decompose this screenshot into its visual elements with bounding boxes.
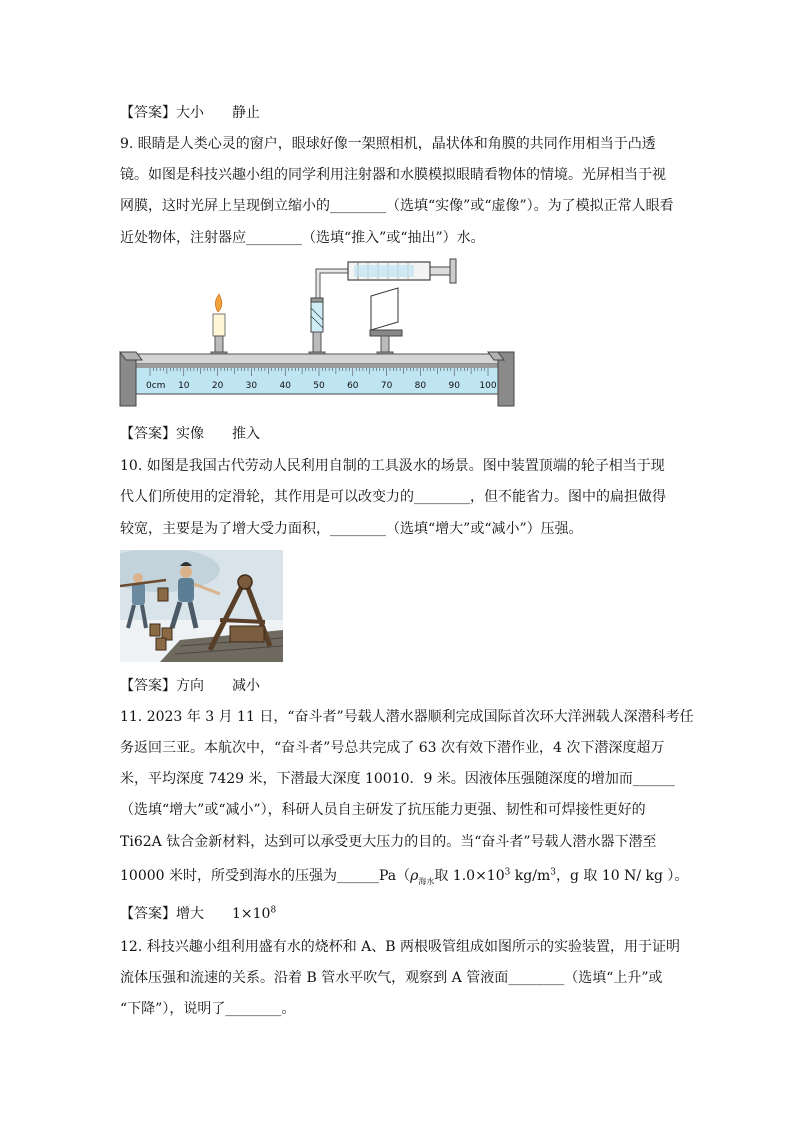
exponent: 8 — [270, 905, 277, 916]
candle — [211, 294, 227, 358]
ruler-tick-label: 80 — [414, 381, 427, 391]
answer-value: 减小 — [232, 678, 260, 694]
water-lens — [309, 298, 325, 358]
answer-label: 【答案】 — [120, 906, 176, 922]
answer-11 — [120, 904, 276, 924]
q12-line-2: 流体压强和流速的关系。沿着 B 管水平吹气，观察到 A 管液面________（选填“上升”或 — [120, 970, 663, 986]
q11-line-5: Ti62A 钛合金新材料，达到可以承受更大压力的目的。当“奋斗者”号载人潜水器下潜至 — [120, 834, 657, 850]
answer-value: 大小 — [176, 105, 204, 121]
rho-subscript: 海水 — [418, 876, 435, 886]
q11-line-4: （选填“增大”或“减小”），科研人员自主研发了抗压能力更强、韧性和可焊接性更好的 — [120, 802, 646, 818]
q9-line-4: 近处物体，注射器应________（选填“推入”或“抽出”）水。 — [120, 230, 485, 246]
ruler-tick-label: 20 — [211, 381, 224, 391]
q10-line-3: 较宽，主要是为了增大受力面积，________（选填“增大”或“减小”）压强。 — [120, 521, 583, 537]
q11-line-6-text: ，g 取 10 N/ kg ）。 — [555, 868, 689, 884]
exponent: 3 — [504, 867, 511, 878]
optical-bench-figure — [118, 256, 518, 412]
q12-line-1: 12. 科技兴趣小组利用盛有水的烧杯和 A、B 两根吸管组成如图所示的实验装置，用于证明 — [120, 939, 681, 955]
q11-line-3: 米，平均深度 7429 米，下潜最大深度 10010．9 米。因液体压强随深度的增加而______ — [120, 771, 675, 787]
q9-line-1: 9. 眼睛是人类心灵的窗户，眼球好像一架照相机，晶状体和角膜的共同作用相当于凸透 — [120, 136, 656, 152]
q11-line-6-text: 取 1.0×10 — [434, 868, 505, 884]
answer-value: 1×10 — [232, 906, 271, 922]
answer-value: 实像 — [176, 426, 204, 442]
answer-8 — [120, 103, 260, 123]
ruler-tick-label: 30 — [245, 381, 258, 391]
answer-label: 【答案】 — [120, 678, 176, 694]
ruler-tick-label: 90 — [448, 381, 460, 391]
ruler-tick-label: 10 — [178, 381, 190, 391]
ruler-tick-label: 100 — [479, 381, 497, 391]
answer-10 — [120, 676, 260, 696]
exponent: 3 — [550, 867, 556, 878]
q10-line-1: 10. 如图是我国古代劳动人民利用自制的工具汲水的场景。图中装置顶端的轮子相当于现 — [120, 458, 665, 474]
light-screen — [370, 288, 402, 358]
q11-line-1: 11. 2023 年 3 月 11 日，“奋斗者”号载人潜水器顺利完成国际首次环大洋洲载人深潜科考任 — [120, 709, 694, 725]
q12-line-3: “下降”），说明了________。 — [120, 1001, 296, 1017]
well-illustration — [120, 550, 283, 662]
answer-9 — [120, 424, 260, 444]
unit: kg/m — [510, 868, 551, 884]
q11-line-2: 务返回三亚。本航次中，“奋斗者”号总共完成了 63 次有效下潜作业，4 次下潜深度超万 — [120, 740, 665, 756]
answer-value: 静止 — [232, 105, 260, 121]
answer-value: 增大 — [176, 906, 204, 922]
q9-line-2: 镜。如图是科技兴趣小组的同学利用注射器和水膜模拟眼睛看物体的情境。光屏相当于视 — [120, 167, 666, 183]
answer-label: 【答案】 — [120, 105, 176, 121]
ruler-tick-label: 70 — [380, 381, 393, 391]
answer-value: 方向 — [176, 678, 204, 694]
answer-value: 推入 — [232, 426, 260, 442]
ruler-tick-label: 40 — [279, 381, 291, 391]
answer-label: 【答案】 — [120, 426, 176, 442]
q11-line-6-text: 10000 米时，所受到海水的压强为______Pa（ — [120, 868, 411, 884]
optical-bench-rail — [120, 352, 514, 406]
ruler-tick-label: 60 — [347, 381, 359, 391]
q11-line-6 — [120, 866, 688, 892]
ruler-unit-label: 0cm — [146, 381, 166, 391]
q10-line-2: 代人们所使用的定滑轮，其作用是可以改变力的________，但不能省力。图中的扁担做得 — [120, 489, 666, 505]
ruler-tick-label: 50 — [313, 381, 325, 391]
rho-symbol: ρ — [410, 868, 419, 884]
q9-line-3: 网膜，这时光屏上呈现倒立缩小的________（选填“实像”或“虚像”）。为了模拟正常人眼看 — [120, 198, 674, 214]
